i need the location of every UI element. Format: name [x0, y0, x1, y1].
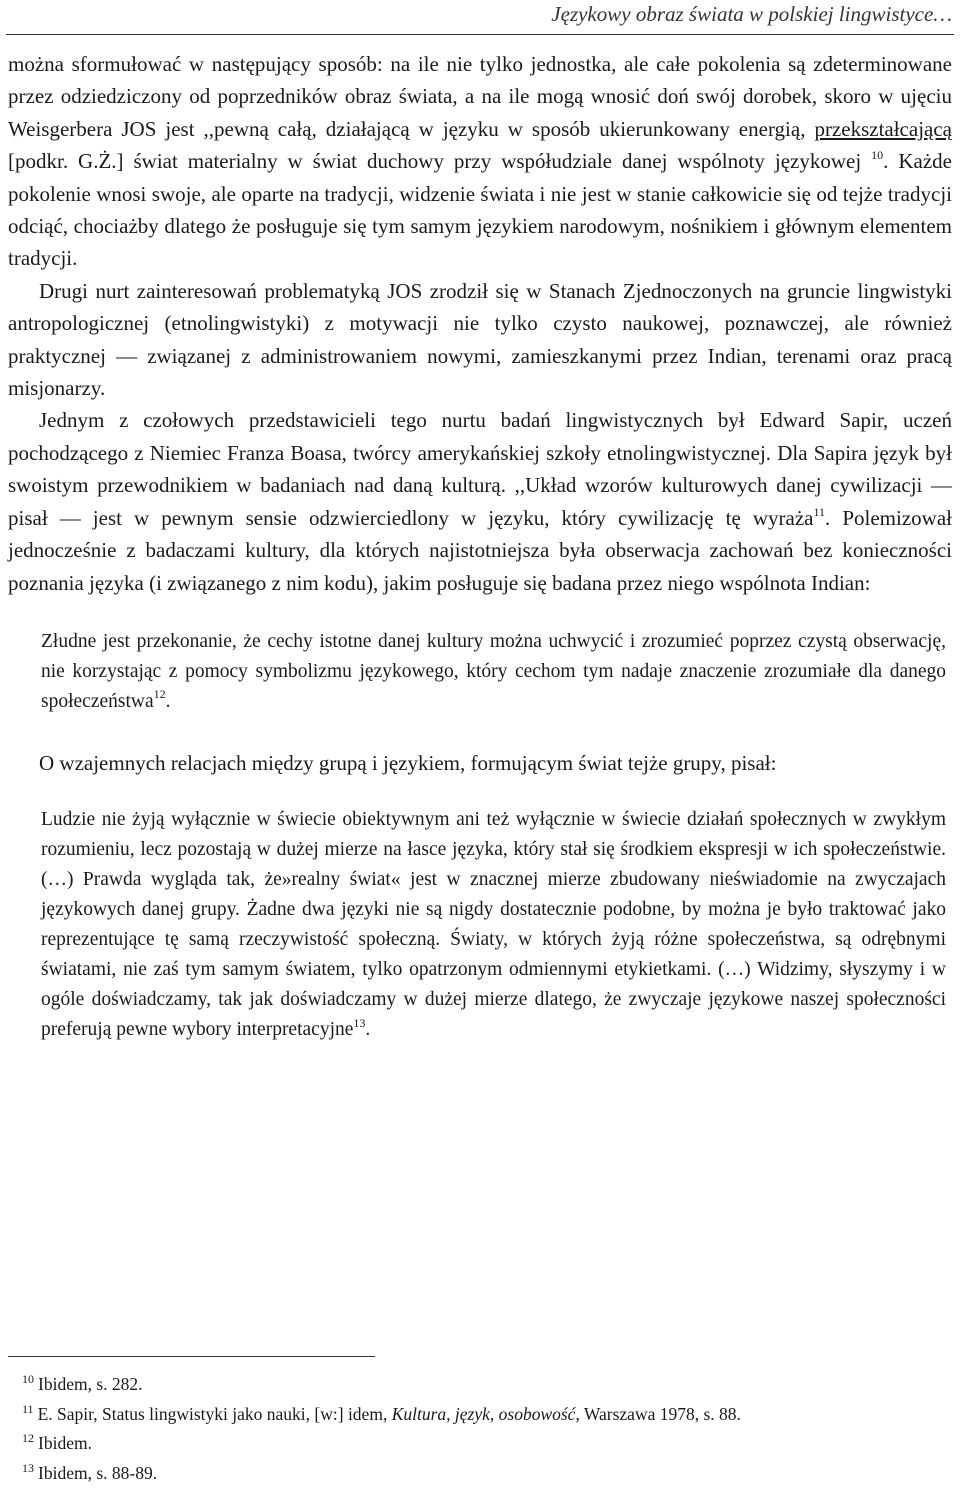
footnote-ref-11[interactable]: 11 [813, 504, 826, 519]
paragraph-4: O wzajemnych relacjach między grupą i językiem, formującym świat tejże grupy, pisał: [39, 750, 777, 775]
footnote-13 [8, 1460, 952, 1490]
block-quote-2 [41, 805, 946, 1045]
footnote-text-a: E. Sapir, Status lingwistyki jako nauki, [w:] idem, [37, 1403, 392, 1424]
footnote-11 [8, 1401, 952, 1431]
footnote-number: 13 [22, 1460, 34, 1475]
footnote-rule [8, 1356, 375, 1357]
paragraph-2: Drugi nurt zainteresowań problematyką JOS zrodził się w Stanach Zjednoczonych na gruncie lingwistyki antropologicznej (etnolingwistyki) z motywacji nie tylko czysto naukowej, poznawczej, ale również praktycznej ― związanej z administrowaniem nowymi, zamieszkanymi przez Indian, terenami oraz pracą misjonarzy. [8, 278, 952, 401]
footnote-number: 12 [22, 1431, 34, 1445]
footnote-ref-10[interactable]: 10 [871, 148, 884, 163]
block-quote-1-text: Złudne jest przekonanie, że cechy istotne danej kultury można uchwycić i zrozumieć poprzez czystą obserwację, nie korzystając z pomocy symbolizmu językowego, który cechom tym nadaje znaczenie zrozumiałe dla danego społeczeństwa [41, 630, 946, 712]
footnote-number: 11 [22, 1401, 34, 1416]
running-header [0, 0, 960, 34]
page-body [8, 48, 952, 1069]
underlined-term: przekształcającą [814, 116, 952, 141]
block-quote-1 [41, 627, 946, 717]
footnotes [8, 1356, 952, 1489]
footnote-text-b: , Warszawa 1978, s. 88. [575, 1403, 741, 1424]
paragraph-3 [8, 404, 952, 598]
footnote-text: Ibidem, s. 282. [38, 1374, 143, 1394]
footnote-ref-13[interactable]: 13 [353, 1015, 366, 1030]
paragraph-1 [8, 48, 952, 275]
block-quote-1-end: . [165, 690, 171, 712]
block-quote-2-text: Ludzie nie żyją wyłącznie w świecie obiektywnym ani też wyłącznie w świecie działań społecznych w zwykłym rozumieniu, lecz pozostają w dużej mierze na łasce języka, który stał się środkiem ekspresji w ich społeczeństwie. (…) Prawda wygląda tak, że»realny świat« jest w znacznej mierze zbudowany nieświadomie na zwyczajach językowych danej grupy. Żadne dwa języki nie są nigdy dostatecznie podobne, by można je było traktować jako reprezentujące tę samą rzeczywistość społeczną. Światy, w których żyją różne społeczeństwa, są odrębnymi światami, nie zaś tym samym światem, tylko opatrzonym odmiennymi etykietkami. (…) Widzimy, słyszymy i w ogóle doświadczamy, tak jak doświadczamy w dużej mierze dlatego, że zwyczaje językowe naszej społeczności preferują pewne wybory interpretacyjne [41, 809, 946, 1041]
footnote-12 [8, 1430, 952, 1460]
footnote-ref-12[interactable]: 12 [153, 687, 166, 702]
paragraph-3-text-a: Jednym z czołowych przedstawicieli tego nurtu badań lingwistycznych był Edward Sapir, uczeń pochodzącego z Niemiec Franza Boasa, twórcy amerykańskiej szkoły etnolingwistycznej. Dla Sapira język był swoistym przewodnikiem w badaniach nad daną kulturą. ,,Układ wzorów kulturowych danej cywilizacji ― pisał ― jest w pewnym sensie odzwierciedlony w języku, który cywilizację tę wyraża [8, 408, 952, 530]
block-quote-2-end: . [365, 1019, 371, 1041]
paragraph-3-text-b: . Polemizował jednocześnie z badaczami kultury, dla których najistotniejsza była obserwacja zachowań bez konieczności poznania języka (i związanego z nim kodu), jakim posługuje się badana przez niego wspólnota Indian: [8, 505, 952, 595]
paragraph-1-text-a: można sformułować w następujący sposób: na ile nie tylko jednostka, ale całe pokolenia są zdeterminowane przez odziedziczony od poprzedników obraz świata, a na ile mogą wnosić doń swój dorobek, skoro w ujęciu Weisgerbera JOS jest ,,pewną całą, działającą w języku w sposób ukierunkowany energią, [8, 52, 952, 141]
footnote-number: 10 [22, 1372, 34, 1386]
footnote-10 [8, 1371, 952, 1401]
running-title: Językowy obraz świata w polskiej lingwistyce… [551, 2, 952, 26]
footnote-text: Ibidem, s. 88-89. [38, 1462, 158, 1483]
paragraph-1-text-c: . Każde pokolenie wnosi swoje, ale oparte na tradycji, widzenie świata i nie jest w stanie całkowicie się od tejże tradycji odciąć, chociażby dlatego że posługuje się tym samym językiem narodowym, nośnikiem i głównym elementem tradycji. [8, 149, 952, 271]
footnote-text: Ibidem. [38, 1433, 92, 1453]
paragraph-1-text-b: [podkr. G.Ż.] świat materialny w świat duchowy przy współudziale danej wspólnoty językowej [8, 149, 862, 174]
header-rule [6, 34, 954, 35]
footnote-book-title: Kultura, język, osobowość [391, 1403, 576, 1424]
